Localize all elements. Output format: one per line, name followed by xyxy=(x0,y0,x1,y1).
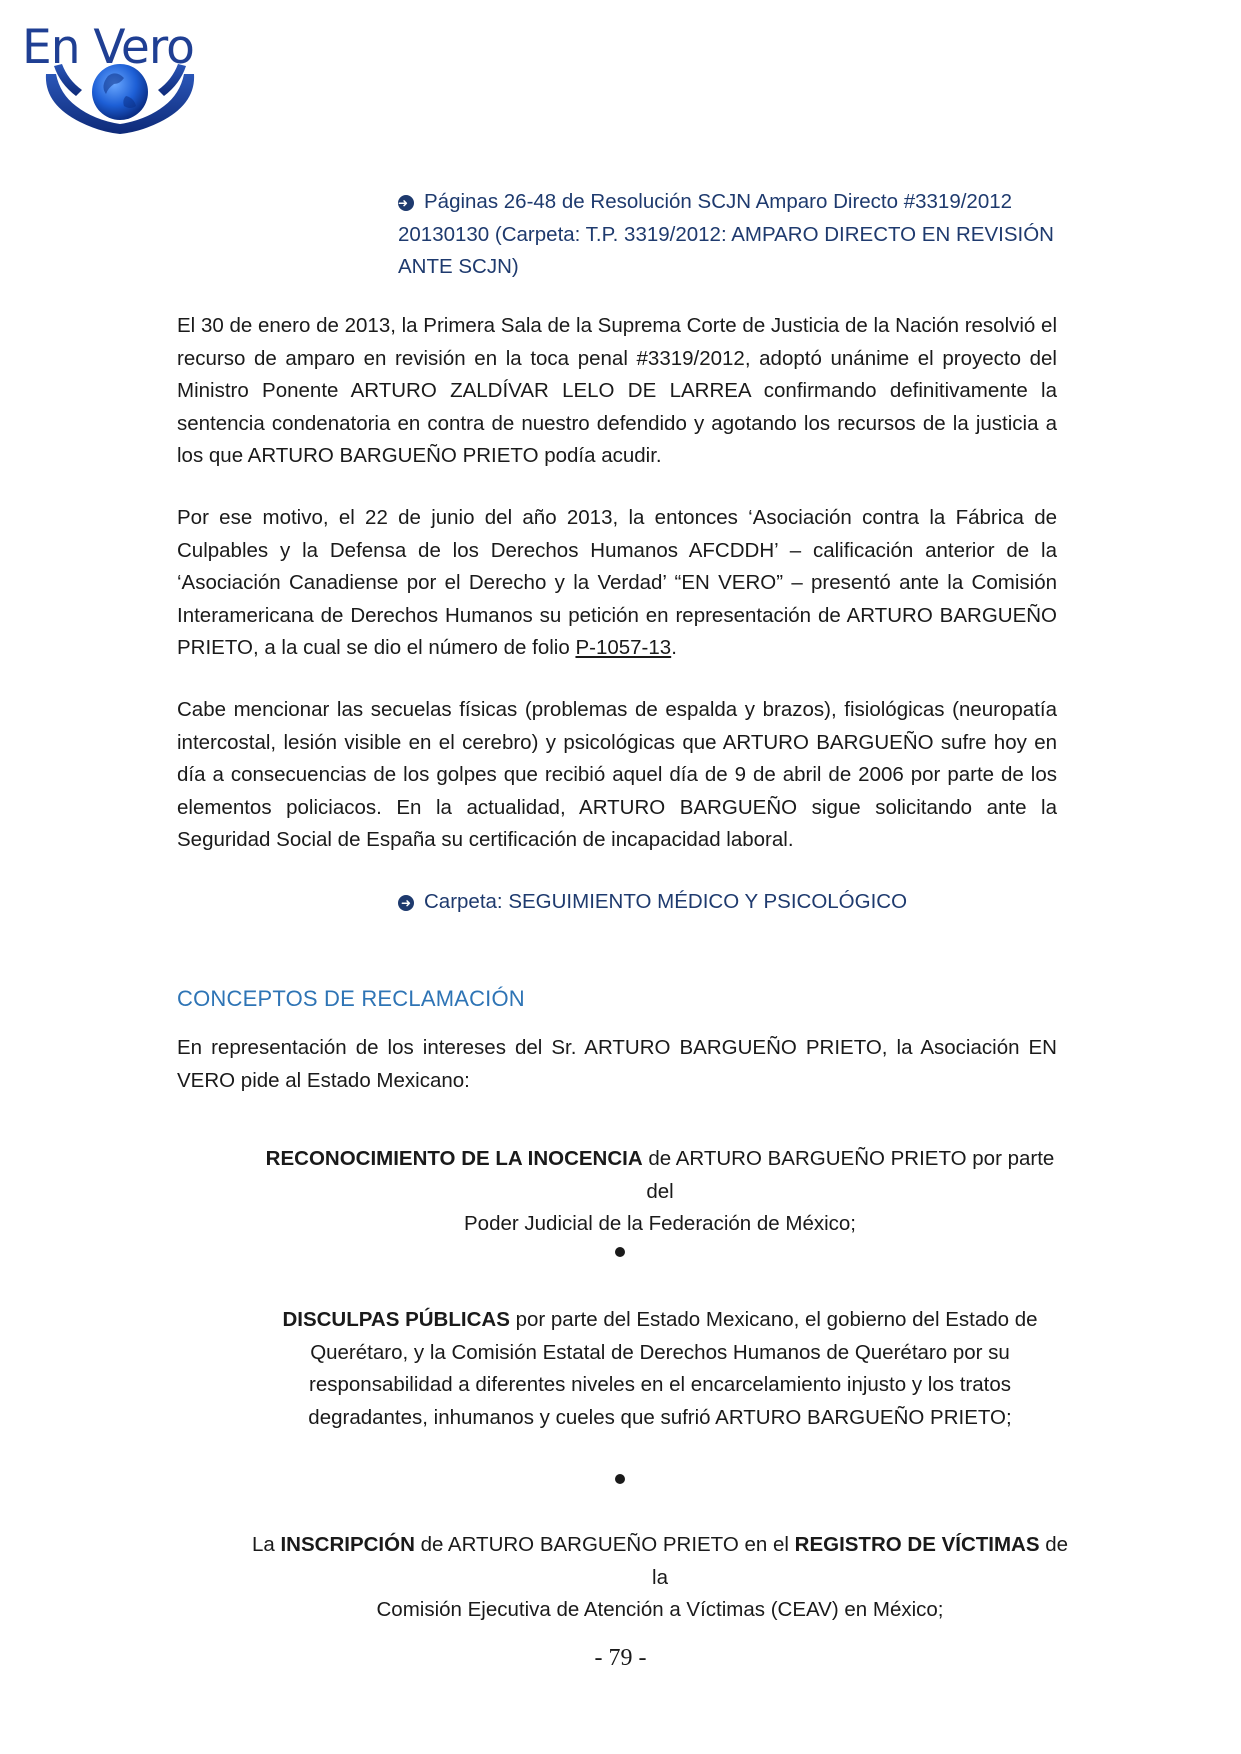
folder-reference xyxy=(398,186,1058,284)
medical-folder-reference: ➜ Carpeta: SEGUIMIENTO MÉDICO Y PSICOLÓGICO xyxy=(398,886,1058,919)
paragraph-petition: Por ese motivo, el 22 de junio del año 2013, la entonces ‘Asociación contra la Fábrica de Culpables y la Defensa de los Derechos Humanos AFCDDH’ – calificación anterior de la ‘Asociación Canadiense por el Derecho y la Verdad’ “EN VERO” – presentó ante la Comisión Interamericana de Derechos Humanos su petición en representación de ARTURO BARGUEÑO PRIETO, a la cual se dio el número de folio P-1057-13. xyxy=(177,506,1057,659)
claim-line: Comisión Ejecutiva de Atención a Víctimas (CEAV) en México; xyxy=(376,1598,944,1621)
claim-line: Poder Judicial de la Federación de México; xyxy=(464,1212,856,1235)
claim-line: degradantes, inhumanos y cueles que sufrió ARTURO BARGUEÑO PRIETO; xyxy=(308,1405,1012,1429)
arrow-right-icon: ➜ xyxy=(398,195,414,211)
arrow-right-icon: ➜ xyxy=(398,895,414,911)
claim-line: Querétaro, y la Comisión Estatal de Derechos Humanos de Querétaro por su xyxy=(310,1340,1010,1364)
page-number: - 79 - xyxy=(594,1645,647,1671)
logo-text: En Vero xyxy=(22,20,194,75)
claim-innocence xyxy=(250,1143,1070,1241)
claim-victim-registry xyxy=(250,1529,1070,1627)
bullet-icon xyxy=(615,1474,625,1484)
claim-apology xyxy=(250,1304,1070,1434)
claim-line: La INSCRIPCIÓN de ARTURO BARGUEÑO PRIETO en el REGISTRO DE VÍCTIMAS de la xyxy=(251,1533,1069,1589)
claim-line: RECONOCIMIENTO DE LA INOCENCIA de ARTURO BARGUEÑO PRIETO por parte del xyxy=(265,1147,1055,1203)
section-heading: CONCEPTOS DE RECLAMACIÓN xyxy=(177,986,525,1011)
section-intro: En representación de los intereses del Sr. ARTURO BARGUEÑO PRIETO, la Asociación EN VERO pide al Estado Mexicano: xyxy=(177,1036,1057,1092)
folio-number: P-1057-13 xyxy=(575,636,672,659)
claim-line: DISCULPAS PÚBLICAS por parte del Estado Mexicano, el gobierno del Estado de xyxy=(282,1308,1038,1331)
reference-line-1: ➜ Páginas 26-48 de Resolución SCJN Amparo Directo #3319/2012 xyxy=(398,190,1013,213)
reference-line-2: 20130130 (Carpeta: T.P. 3319/2012: AMPARO DIRECTO EN REVISIÓN xyxy=(398,222,1054,246)
paragraph-resolution: El 30 de enero de 2013, la Primera Sala de la Suprema Corte de Justicia de la Nación resolvió el recurso de amparo en revisión en la toca penal #3319/2012, adoptó unánime el proyecto del Ministro Ponente ARTURO ZALDÍVAR LELO DE LARREA confirmando definitivamente la sentencia condenatoria en contra de nuestro defendido y agotando los recursos de la justicia a los que ARTURO BARGUEÑO PRIETO podía acudir. xyxy=(177,314,1057,467)
reference-line-3: ANTE SCJN) xyxy=(398,255,519,278)
paragraph-sequelae: Cabe mencionar las secuelas físicas (problemas de espalda y brazos), fisiológicas (neuropatía intercostal, lesión visible en el cerebro) y psicológicas que ARTURO BARGUEÑO sufre hoy en día a consecuencias de los golpes que recibió aquel día de 9 de abril de 2006 por parte de los elementos policiacos. En la actualidad, ARTURO BARGUEÑO sigue solicitando ante la Seguridad Social de España su certificación de incapacidad laboral. xyxy=(177,698,1057,851)
en-vero-logo xyxy=(20,14,200,144)
claim-line: responsabilidad a diferentes niveles en el encarcelamiento injusto y los tratos xyxy=(309,1373,1011,1396)
bullet-icon xyxy=(615,1247,625,1257)
